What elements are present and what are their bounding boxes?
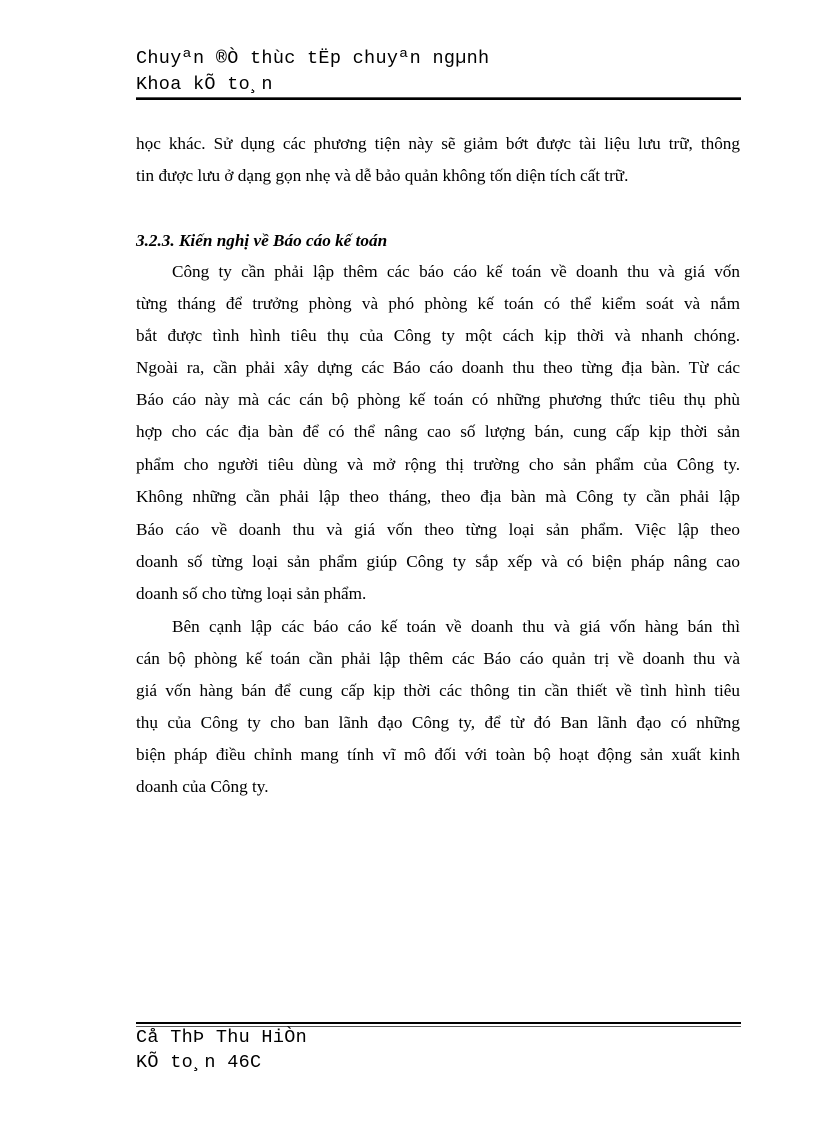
text-line: thụ của Công ty cho ban lãnh đạo Công ty, để từ đó Ban lãnh đạo có những bbox=[136, 713, 740, 732]
text-line: doanh của Công ty. bbox=[136, 777, 269, 796]
text-line: Không những cần phải lập theo tháng, theo địa bàn mà Công ty cần phải lập bbox=[136, 487, 740, 506]
text-line: giá vốn hàng bán để cung cấp kịp thời các thông tin cần thiết về tình hình tiêu bbox=[136, 681, 740, 700]
text-line: học khác. Sử dụng các phương tiện này sẽ giảm bớt được tài liệu lưu trữ, thông bbox=[136, 134, 740, 153]
text-line: Báo cáo về doanh thu và giá vốn theo từng loại sản phẩm. Việc lập theo bbox=[136, 520, 740, 539]
section-heading: 3.2.3. Kiến nghị về Báo cáo kế toán bbox=[136, 231, 388, 250]
header-department: Khoa kÕ to¸n bbox=[136, 74, 273, 95]
header-rule bbox=[136, 97, 741, 100]
text-line: phẩm cho người tiêu dùng và mở rộng thị trường cho sản phẩm của Công ty. bbox=[136, 455, 740, 474]
text-line: Công ty cần phải lập thêm các báo cáo kế toán về doanh thu và giá vốn bbox=[172, 262, 740, 281]
text-line: Ngoài ra, cần phải xây dựng các Báo cáo doanh thu theo từng địa bàn. Từ các bbox=[136, 358, 740, 377]
text-line: tin được lưu ở dạng gọn nhẹ và dễ bảo quản không tốn diện tích cất trữ. bbox=[136, 166, 629, 185]
text-line: bắt được tình hình tiêu thụ của Công ty một cách kịp thời và nhanh chóng. bbox=[136, 326, 740, 345]
footer-class: KÕ to¸n 46C bbox=[136, 1052, 262, 1073]
footer-author: Cå ThÞ Thu HiÒn bbox=[136, 1027, 308, 1048]
text-line: biện pháp điều chỉnh mang tính vĩ mô đối với toàn bộ hoạt động sản xuất kinh bbox=[136, 745, 740, 764]
text-line: doanh số cho từng loại sản phẩm. bbox=[136, 584, 367, 603]
text-line: Bên cạnh lập các báo cáo kế toán về doanh thu và giá vốn hàng bán thì bbox=[172, 617, 740, 636]
text-line: doanh số từng loại sản phẩm giúp Công ty sắp xếp và có biện pháp nâng cao bbox=[136, 552, 740, 571]
text-line: cán bộ phòng kế toán cần phải lập thêm các Báo cáo quản trị về doanh thu và bbox=[136, 649, 740, 668]
header-title: Chuyªn ®Ò thùc tËp chuyªn ngµnh bbox=[136, 48, 490, 69]
text-line: hợp cho các địa bàn để có thể nâng cao số lượng bán, cung cấp kịp thời sản bbox=[136, 422, 740, 441]
text-line: từng tháng để trưởng phòng và phó phòng kế toán có thể kiểm soát và nắm bbox=[136, 294, 740, 313]
text-line: Báo cáo này mà các cán bộ phòng kế toán có những phương thức tiêu thụ phù bbox=[136, 390, 740, 409]
